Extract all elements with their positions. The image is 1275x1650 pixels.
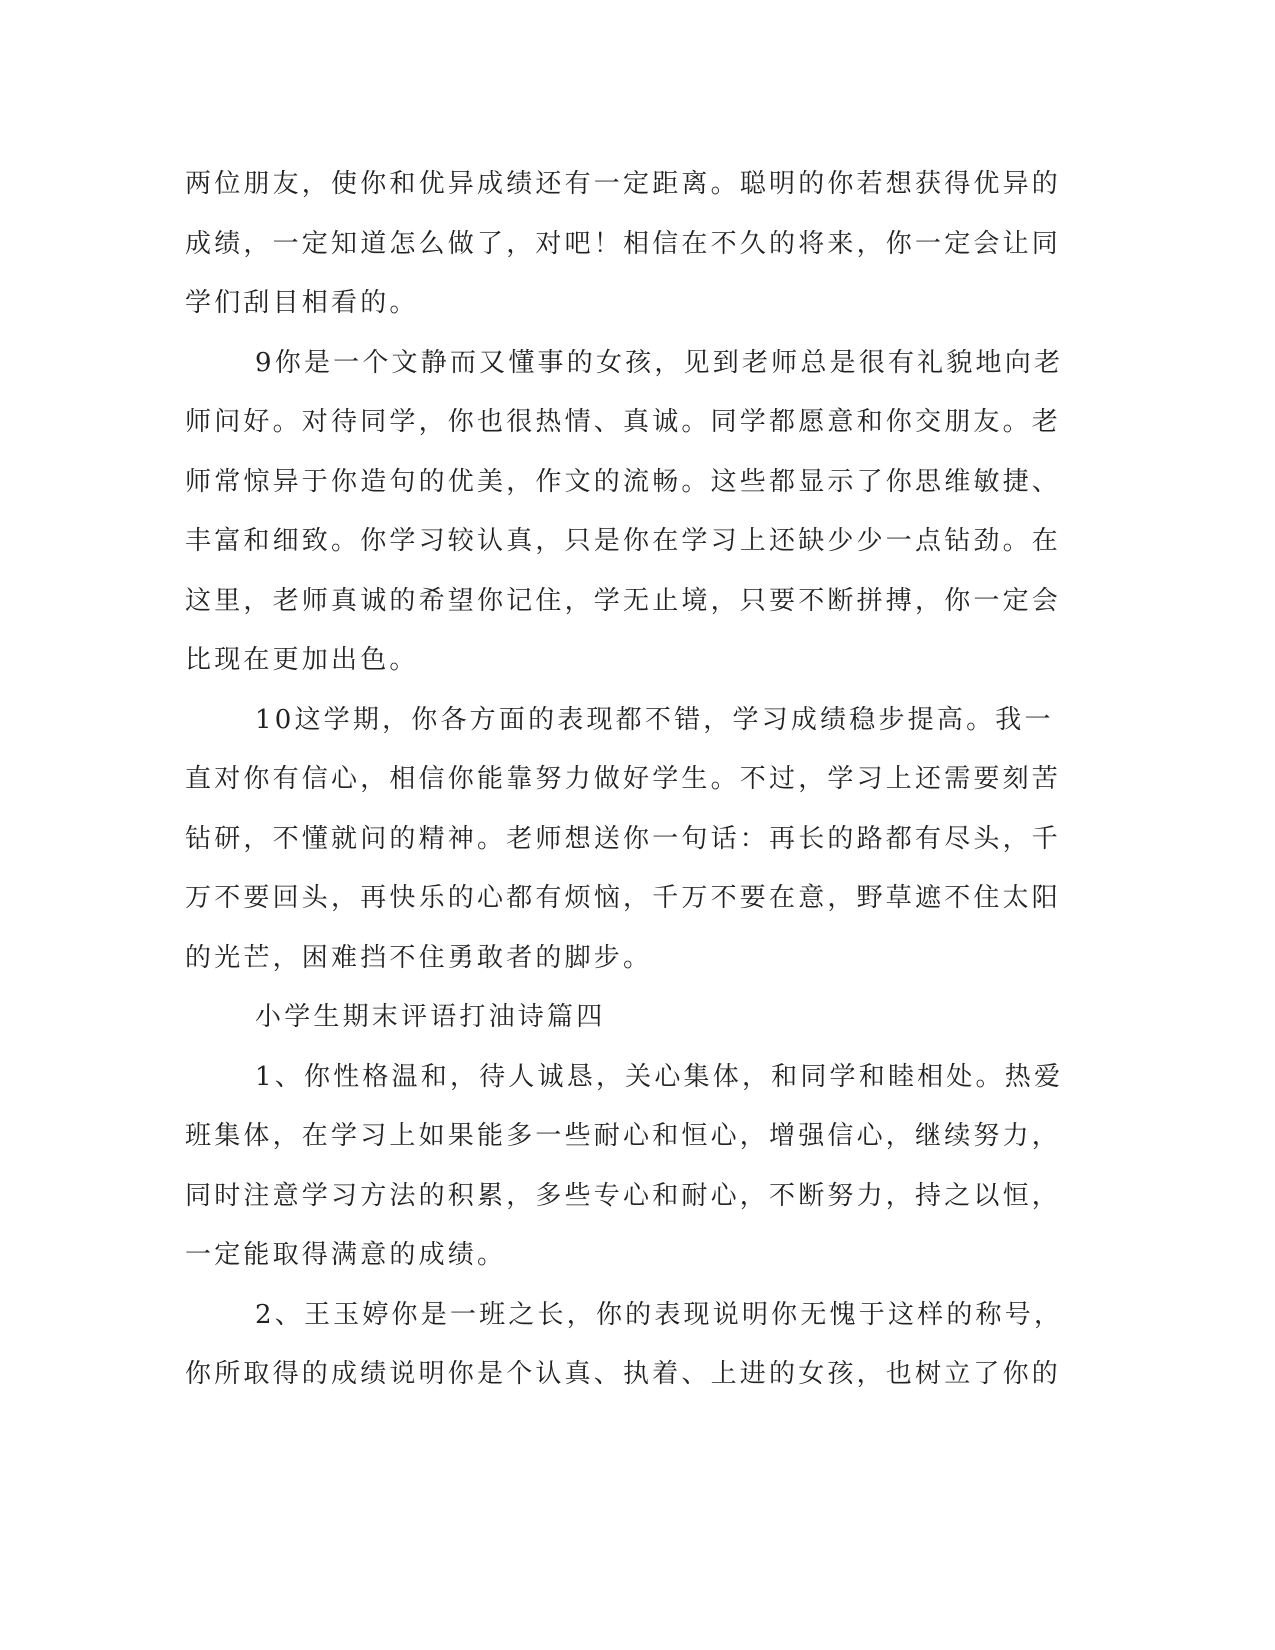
section-heading: 小学生期末评语打油诗篇四 — [255, 1002, 606, 1032]
paragraph-item-1: 1、你性格温和，待人诚恳，关心集体，和同学和睦相处。热爱班集体，在学习上如果能多一些耐心和恒心，增强信心，继续努力，同时注意学习方法的积累，多些专心和耐心，不断努力，持之以恒，一定能取得满意的成绩。 — [185, 1061, 1064, 1270]
paragraph-continuation: 两位朋友，使你和优异成绩还有一定距离。聪明的你若想获得优异的成绩，一定知道怎么做了，对吧！相信在不久的将来，你一定会让同学们刮目相看的。 — [185, 169, 1062, 318]
paragraph-item-10: 10这学期，你各方面的表现都不错，学习成绩稳步提高。我一直对你有信心，相信你能靠努力做好学生。不过，学习上还需要刻苦钻研，不懂就问的精神。老师想送你一句话：再长的路都有尽头，千万不要回头，再快乐的心都有烦恼，千万不要在意，野草遮不住太阳的光芒，困难挡不住勇敢者的脚步。 — [185, 704, 1062, 973]
paragraph-item-2: 2、王玉婷你是一班之长，你的表现说明你无愧于这样的称号，你所取得的成绩说明你是个认真、执着、上进的女孩，也树立了你的 — [185, 1299, 1064, 1389]
document-body — [185, 155, 1065, 1405]
paragraph-item-9: 9你是一个文静而又懂事的女孩，见到老师总是很有礼貌地向老师问好。对待同学，你也很热情、真诚。同学都愿意和你交朋友。老师常惊异于你造句的优美，作文的流畅。这些都显示了你思维敏捷、丰富和细致。你学习较认真，只是你在学习上还缺少少一点钻劲。在这里，老师真诚的希望你记住，学无止境，只要不断拼搏，你一定会比现在更加出色。 — [185, 347, 1064, 675]
